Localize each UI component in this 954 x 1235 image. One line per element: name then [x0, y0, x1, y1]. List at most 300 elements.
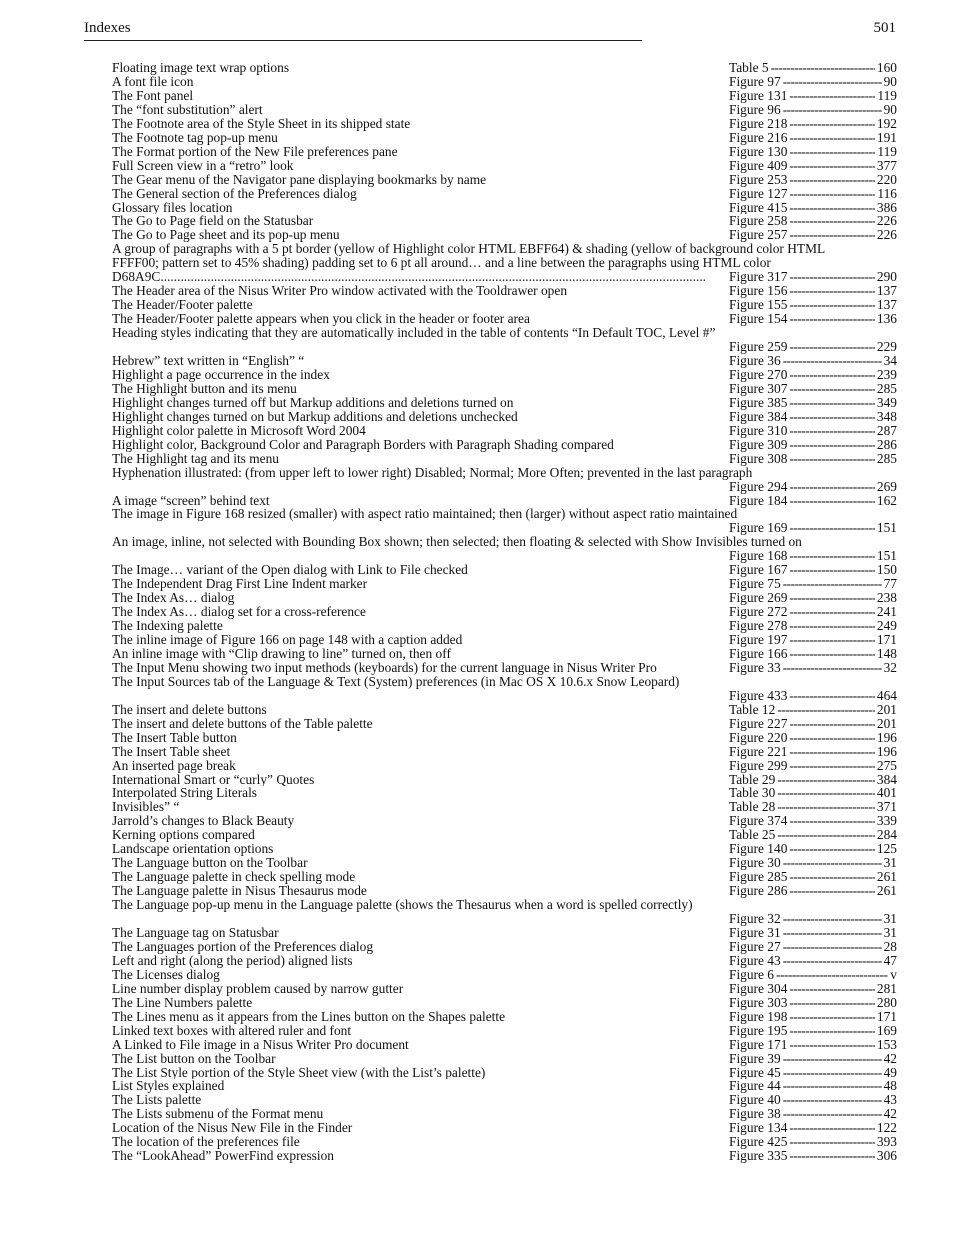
entry-page-number: 119: [877, 143, 897, 159]
dash-leader: [789, 424, 875, 438]
entry-ref-label: Figure 130: [729, 143, 788, 159]
entry-page-number: 284: [876, 827, 897, 843]
entry-reference: [729, 577, 897, 591]
index-entry: [112, 731, 897, 745]
entry-reference: [729, 173, 897, 187]
dash-leader: [777, 800, 875, 814]
entry-page-number: 31: [883, 911, 897, 927]
entry-title-line: FFFF00; pattern set to 45% shading) padding set to 6 pt all around… and a line between the paragraphs using HTML color: [112, 255, 771, 271]
entry-ref-label: Figure 127: [729, 185, 788, 201]
dash-leader: [789, 117, 875, 131]
dash-leader: [789, 633, 875, 647]
entry-reference: [729, 452, 897, 466]
index-entry: [112, 1038, 897, 1052]
dash-leader: [789, 549, 875, 563]
index-entry: [112, 996, 897, 1010]
entry-reference: [729, 1149, 897, 1163]
index-entry: [112, 1079, 897, 1093]
entry-page-number: 226: [876, 213, 897, 229]
entry-page-number: 171: [876, 1008, 897, 1024]
entry-title: The Image… variant of the Open dialog with Link to File checked: [112, 563, 468, 578]
entry-title: Highlight changes turned off but Markup additions and deletions turned on: [112, 395, 514, 410]
entry-reference: [729, 270, 897, 284]
entry-ref-label: Figure 258: [729, 213, 788, 229]
entry-page-number: 136: [876, 311, 897, 327]
index-entry: [112, 982, 897, 996]
dash-leader: [789, 1038, 875, 1052]
index-entry: [112, 940, 897, 954]
index-entry: [112, 494, 897, 508]
entry-page-number: 162: [876, 492, 897, 508]
entry-title: Line number display problem caused by narrow gutter: [112, 981, 404, 996]
entry-page-number: 269: [876, 478, 897, 494]
dash-leader: [783, 1079, 882, 1093]
entry-reference: [729, 786, 897, 800]
entry-ref-label: Figure 270: [729, 366, 788, 382]
index-entry: [112, 759, 897, 773]
index-entry: [112, 605, 897, 619]
dash-leader: [789, 284, 875, 298]
entry-reference: [729, 131, 897, 145]
entry-page-number: 377: [876, 157, 897, 173]
dash-leader: [783, 577, 882, 591]
dash-leader: [789, 145, 875, 159]
entry-title: Landscape orientation options: [112, 842, 274, 857]
dash-leader: [789, 745, 875, 759]
entry-reference: [729, 912, 897, 926]
entry-page-number: 371: [876, 799, 897, 815]
entry-title: Kerning options compared: [112, 828, 255, 843]
index-entry: [112, 814, 897, 828]
entry-reference: [729, 89, 897, 103]
entry-title: A font file icon: [112, 74, 194, 89]
index-entry: [112, 214, 897, 228]
entry-ref-label: Figure 169: [729, 520, 788, 536]
entry-ref-label: Table 29: [729, 771, 776, 787]
index-entry: [112, 298, 897, 312]
index-entry-list: [112, 61, 897, 1163]
entry-ref-label: Figure 285: [729, 869, 788, 885]
index-entry: [112, 382, 897, 396]
index-entry: [112, 1121, 897, 1135]
entry-page-number: 349: [876, 394, 897, 410]
entry-ref-label: Table 5: [729, 60, 769, 75]
entry-ref-label: Figure 308: [729, 450, 788, 466]
entry-reference: [729, 228, 897, 242]
entry-page-number: 249: [876, 618, 897, 634]
entry-ref-label: Figure 168: [729, 548, 788, 564]
entry-reference: [729, 424, 897, 438]
entry-reference: [729, 1121, 897, 1135]
entry-reference: [729, 521, 897, 535]
index-entry: [112, 563, 897, 577]
dash-leader: [789, 814, 875, 828]
entry-page-number: 148: [876, 645, 897, 661]
entry-ref-label: Figure 166: [729, 645, 788, 661]
dash-leader: [789, 521, 875, 535]
index-entry: [112, 117, 897, 131]
dash-leader: [777, 703, 875, 717]
entry-page-number: 192: [876, 115, 897, 131]
dash-leader: [789, 312, 875, 326]
index-entry: [112, 786, 897, 800]
entry-page-number: 125: [876, 841, 897, 857]
entry-title: The location of the preferences file: [112, 1135, 300, 1150]
entry-ref-label: Figure 40: [729, 1092, 781, 1108]
entry-page-number: 281: [876, 980, 897, 996]
entry-ref-label: Figure 415: [729, 199, 788, 215]
dash-leader: [789, 689, 875, 703]
index-entry: [112, 368, 897, 382]
entry-ref-label: Figure 38: [729, 1106, 781, 1122]
entry-ref-label: Figure 43: [729, 952, 781, 968]
dash-leader: [783, 940, 882, 954]
dash-leader: [789, 480, 875, 494]
entry-title-line: Hyphenation illustrated: (from upper left to lower right) Disabled; Normal; More Often; prevented in the last paragraph: [112, 464, 753, 480]
entry-title: The Lists submenu of the Format menu: [112, 1107, 324, 1122]
entry-reference: [729, 1024, 897, 1038]
index-entry: [112, 1107, 897, 1121]
dash-leader: [789, 89, 875, 103]
dash-leader: [783, 856, 882, 870]
entry-ref-label: Figure 216: [729, 129, 788, 145]
entry-ref-label: Figure 278: [729, 618, 788, 634]
index-entry: [112, 131, 897, 145]
entry-title: The Language button on the Toolbar: [112, 856, 308, 871]
entry-reference: [729, 368, 897, 382]
dash-leader: [789, 842, 875, 856]
index-entry: [112, 228, 897, 242]
entry-page-number: 49: [883, 1064, 897, 1080]
entry-page-number: 239: [876, 366, 897, 382]
dash-leader: [789, 647, 875, 661]
index-entry: [112, 396, 897, 410]
dash-leader: [789, 187, 875, 201]
entry-title-line: The image in Figure 168 resized (smaller) with aspect ratio maintained; then (larger) without aspect ratio maintained: [112, 506, 738, 522]
entry-page-number: 151: [876, 520, 897, 536]
entry-page-number: 384: [876, 771, 897, 787]
entry-ref-label: Figure 335: [729, 1148, 788, 1164]
index-entry: [112, 201, 897, 215]
entry-title: The Input Menu showing two input methods (keyboards) for the current language in Nisus Writer Pro: [112, 660, 657, 675]
entry-title-line: A group of paragraphs with a 5 pt border (yellow of Highlight color HTML EBFF64) & shading (yellow of background color HTML: [112, 241, 826, 257]
dash-leader: [777, 786, 875, 800]
entry-ref-label: Figure 197: [729, 632, 788, 648]
entry-title: The Licenses dialog: [112, 967, 220, 982]
entry-title: The “LookAhead” PowerFind expression: [112, 1149, 335, 1164]
entry-reference: [729, 1010, 897, 1024]
dash-leader: [789, 159, 875, 173]
entry-title: The Index As… dialog set for a cross-reference: [112, 605, 366, 620]
entry-ref-label: Figure 140: [729, 841, 788, 857]
entry-page-number: 226: [876, 227, 897, 243]
entry-title: The Highlight button and its menu: [112, 381, 297, 396]
entry-title-text: D68A9C: [112, 269, 161, 285]
entry-title: The Go to Page field on the Statusbar: [112, 214, 314, 229]
dash-leader: [789, 438, 875, 452]
index-entry: [112, 633, 897, 647]
index-entry: [112, 745, 897, 759]
dash-leader: [789, 996, 875, 1010]
dash-leader: [789, 759, 875, 773]
entry-page-number: 220: [876, 171, 897, 187]
dash-leader: [789, 298, 875, 312]
entry-title: The “font substitution” alert: [112, 102, 263, 117]
entry-ref-label: Figure 97: [729, 73, 781, 89]
entry-ref-label: Figure 374: [729, 813, 788, 829]
entry-page-number: 31: [883, 925, 897, 940]
entry-page-number: 28: [883, 938, 897, 954]
dash-leader: [789, 884, 875, 898]
index-entry: [112, 954, 897, 968]
dash-leader: [789, 1010, 875, 1024]
entry-title: The General section of the Preferences dialog: [112, 186, 357, 201]
dash-leader: [789, 605, 875, 619]
entry-reference: [729, 75, 897, 89]
page-header: [84, 20, 896, 42]
dash-leader: [783, 1052, 882, 1066]
entry-reference: [729, 563, 897, 577]
dash-leader: [789, 201, 875, 215]
entry-title: Linked text boxes with altered ruler and font: [112, 1023, 352, 1038]
entry-page-number: 47: [883, 952, 897, 968]
entry-ref-label: Figure 31: [729, 925, 781, 940]
entry-ref-label: Figure 299: [729, 757, 788, 773]
entry-title: The Header/Footer palette appears when you click in the header or footer area: [112, 312, 530, 327]
dash-leader: [776, 968, 888, 982]
entry-reference: [729, 159, 897, 173]
entry-page-number: 290: [876, 269, 897, 285]
entry-ref-label: Figure 384: [729, 408, 788, 424]
entry-reference: [729, 494, 897, 508]
index-entry: [112, 438, 897, 452]
entry-reference: [729, 940, 897, 954]
entry-page-number: 31: [883, 855, 897, 871]
entry-title: The Indexing palette: [112, 619, 223, 634]
entry-ref-label: Figure 269: [729, 590, 788, 606]
entry-reference: [729, 605, 897, 619]
entry-ref-label: Figure 259: [729, 339, 788, 355]
entry-ref-label: Figure 39: [729, 1050, 781, 1066]
entry-page-number: v: [890, 966, 897, 982]
page-number: 501: [873, 20, 896, 36]
dash-leader: [789, 982, 875, 996]
entry-title-line: The Input Sources tab of the Language & Text (System) preferences (in Mac OS X 10.6.x Snow Leopard): [112, 673, 680, 689]
entry-page-number: 116: [877, 185, 897, 201]
dash-leader: [771, 61, 875, 75]
dash-leader: [783, 1066, 882, 1080]
entry-reference: [729, 689, 897, 703]
dash-leader: [783, 354, 882, 368]
entry-page-number: 196: [876, 729, 897, 745]
entry-ref-label: Figure 184: [729, 492, 788, 508]
index-entry: [112, 1066, 897, 1080]
entry-reference: [729, 717, 897, 731]
entry-page-number: 393: [876, 1134, 897, 1150]
entry-title: International Smart or “curly” Quotes: [112, 772, 315, 787]
entry-ref-label: Figure 33: [729, 659, 781, 675]
entry-title: A image “screen” behind text: [112, 493, 270, 508]
entry-reference: [729, 814, 897, 828]
entry-reference: [729, 856, 897, 870]
entry-title: Interpolated String Literals: [112, 786, 258, 801]
entry-ref-label: Figure 221: [729, 743, 788, 759]
entry-title: The Independent Drag First Line Indent marker: [112, 577, 368, 592]
index-entry: [112, 898, 897, 926]
entry-reference: [729, 800, 897, 814]
entry-reference: [729, 1038, 897, 1052]
entry-reference: [729, 745, 897, 759]
index-entry: [112, 1010, 897, 1024]
entry-title: Jarrold’s changes to Black Beauty: [112, 814, 295, 829]
entry-reference: [729, 354, 897, 368]
dash-leader: [783, 926, 882, 940]
index-entry: [112, 856, 897, 870]
entry-page-number: 339: [876, 813, 897, 829]
entry-title: The List Style portion of the Style Sheet view (with the List’s palette): [112, 1065, 486, 1080]
entry-reference: [729, 103, 897, 117]
entry-reference: [729, 759, 897, 773]
index-entry: [112, 675, 897, 703]
entry-title: The Insert Table button: [112, 730, 237, 745]
entry-reference: [729, 828, 897, 842]
index-entry: [112, 968, 897, 982]
entry-ref-label: Figure 195: [729, 1022, 788, 1038]
entry-page-number: 151: [876, 548, 897, 564]
entry-ref-label: Figure 45: [729, 1064, 781, 1080]
entry-reference: [729, 661, 897, 675]
entry-title: The Languages portion of the Preferences dialog: [112, 939, 374, 954]
entry-page-number: 32: [883, 659, 897, 675]
dash-leader: [789, 619, 875, 633]
entry-title: Highlight changes turned on but Markup additions and deletions unchecked: [112, 409, 518, 424]
entry-reference: [729, 312, 897, 326]
entry-title: Highlight a page occurrence in the index: [112, 367, 330, 382]
index-entry: [112, 103, 897, 117]
entry-ref-label: Figure 131: [729, 87, 788, 103]
entry-title: The Footnote tag pop-up menu: [112, 130, 278, 145]
entry-reference: [729, 340, 897, 354]
entry-reference: [729, 438, 897, 452]
entry-reference: [729, 214, 897, 228]
entry-ref-label: Figure 294: [729, 478, 788, 494]
index-entry: [112, 884, 897, 898]
entry-ref-label: Figure 303: [729, 994, 788, 1010]
entry-page-number: 90: [883, 73, 897, 89]
dash-leader: [789, 717, 875, 731]
index-entry: [112, 1052, 897, 1066]
entry-ref-label: Table 25: [729, 827, 776, 843]
entry-reference: [729, 201, 897, 215]
index-entry: [112, 577, 897, 591]
entry-page-number: 43: [883, 1092, 897, 1108]
index-entry: [112, 870, 897, 884]
entry-page-number: 464: [876, 687, 897, 703]
index-entry: [112, 1135, 897, 1149]
entry-reference: [729, 1107, 897, 1121]
entry-reference: [729, 884, 897, 898]
index-entry: [112, 424, 897, 438]
entry-title: The Format portion of the New File preferences pane: [112, 144, 398, 159]
entry-ref-label: Figure 167: [729, 562, 788, 578]
index-entry: [112, 452, 897, 466]
entry-title: Full Screen view in a “retro” look: [112, 158, 294, 173]
dash-leader: [789, 368, 875, 382]
entry-ref-label: Table 12: [729, 701, 776, 717]
dash-leader: [777, 773, 875, 787]
index-entry: [112, 326, 897, 354]
entry-reference: [729, 842, 897, 856]
entry-page-number: 229: [876, 339, 897, 355]
entry-title-line: An image, inline, not selected with Bounding Box shown; then selected; then floating & selected with Show Invisibles turned on: [112, 534, 802, 550]
entry-reference: [729, 996, 897, 1010]
entry-reference: [729, 549, 897, 563]
entry-title: The Go to Page sheet and its pop-up menu: [112, 228, 340, 243]
entry-title: A Linked to File image in a Nisus Writer Pro document: [112, 1037, 409, 1052]
entry-ref-label: Figure 218: [729, 115, 788, 131]
index-entry: [112, 173, 897, 187]
entry-page-number: 42: [883, 1050, 897, 1066]
entry-page-number: 201: [876, 715, 897, 731]
entry-ref-label: Figure 44: [729, 1078, 781, 1094]
entry-title: The Highlight tag and its menu: [112, 451, 279, 466]
entry-title: Left and right (along the period) aligned lists: [112, 953, 353, 968]
entry-ref-label: Figure 385: [729, 394, 788, 410]
entry-reference: [729, 926, 897, 940]
entry-ref-label: Figure 310: [729, 422, 788, 438]
entry-page-number: 150: [876, 562, 897, 578]
index-entry: [112, 159, 897, 173]
entry-reference: [729, 284, 897, 298]
entry-reference: [729, 1079, 897, 1093]
entry-title: The inline image of Figure 166 on page 148 with a caption added: [112, 633, 463, 647]
index-entry: [112, 717, 897, 731]
entry-page-number: 191: [876, 129, 897, 145]
dash-leader: [783, 1107, 882, 1121]
entry-reference: [729, 731, 897, 745]
entry-reference: [729, 410, 897, 424]
dash-leader: [789, 452, 875, 466]
entry-title: The insert and delete buttons of the Table palette: [112, 716, 373, 731]
entry-page-number: 171: [876, 632, 897, 648]
index-entry: [112, 1024, 897, 1038]
entry-reference: [729, 1135, 897, 1149]
entry-title: An inline image with “Clip drawing to line” turned on, then off: [112, 646, 451, 661]
entry-reference: [729, 1093, 897, 1107]
entry-title-line: [112, 270, 729, 284]
index-entry: [112, 535, 897, 563]
entry-ref-label: Figure 409: [729, 157, 788, 173]
index-entry: [112, 410, 897, 424]
entry-page-number: 306: [876, 1148, 897, 1164]
entry-reference: [729, 61, 897, 75]
index-entry: [112, 661, 897, 675]
entry-reference: [729, 1052, 897, 1066]
entry-page-number: 119: [877, 87, 897, 103]
index-entry: [112, 773, 897, 787]
entry-page-number: 238: [876, 590, 897, 606]
index-entry: [112, 842, 897, 856]
entry-ref-label: Figure 227: [729, 715, 788, 731]
entry-ref-label: Figure 220: [729, 729, 788, 745]
entry-reference: [729, 633, 897, 647]
entry-title: An inserted page break: [112, 758, 236, 773]
entry-reference: [729, 382, 897, 396]
entry-page-number: 169: [876, 1022, 897, 1038]
entry-reference: [729, 870, 897, 884]
entry-page-number: 261: [876, 883, 897, 899]
entry-ref-label: Figure 155: [729, 297, 788, 313]
